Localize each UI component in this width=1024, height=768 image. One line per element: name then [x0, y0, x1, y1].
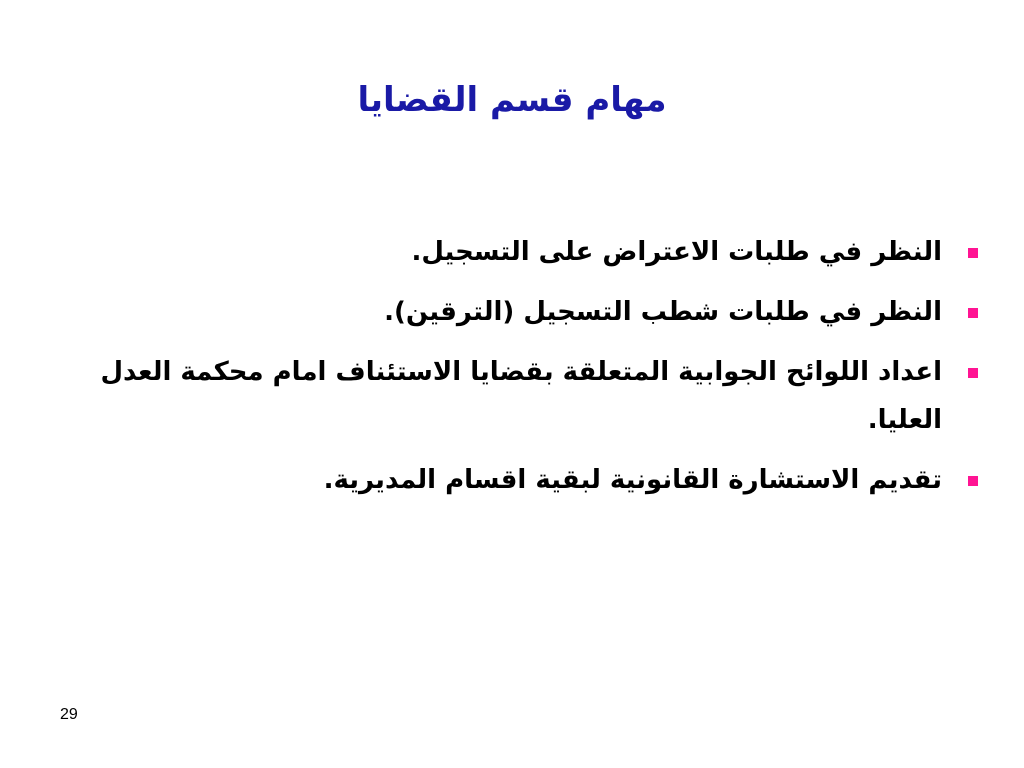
square-bullet-icon [968, 248, 978, 258]
bullet-list [59, 228, 984, 516]
page-number: 29 [60, 706, 78, 723]
bullet-item-objection-requests [59, 228, 984, 276]
bullet-text: النظر في طلبات الاعتراض على التسجيل. [411, 237, 942, 267]
bullet-item-deregistration-requests [59, 288, 984, 336]
bullet-text: النظر في طلبات شطب التسجيل (الترقين). [384, 297, 942, 327]
slide-title: مهام قسم القضايا [357, 80, 667, 120]
square-bullet-icon [968, 368, 978, 378]
square-bullet-icon [968, 476, 978, 486]
bullet-text: اعداد اللوائح الجوابية المتعلقة بقضايا الاستئناف امام محكمة العدل العليا. [100, 357, 942, 435]
bullet-item-legal-consultation [59, 456, 984, 504]
bullet-text: تقديم الاستشارة القانونية لبقية اقسام المديرية. [323, 465, 942, 495]
bullet-item-appeal-responses [59, 348, 984, 444]
square-bullet-icon [968, 308, 978, 318]
